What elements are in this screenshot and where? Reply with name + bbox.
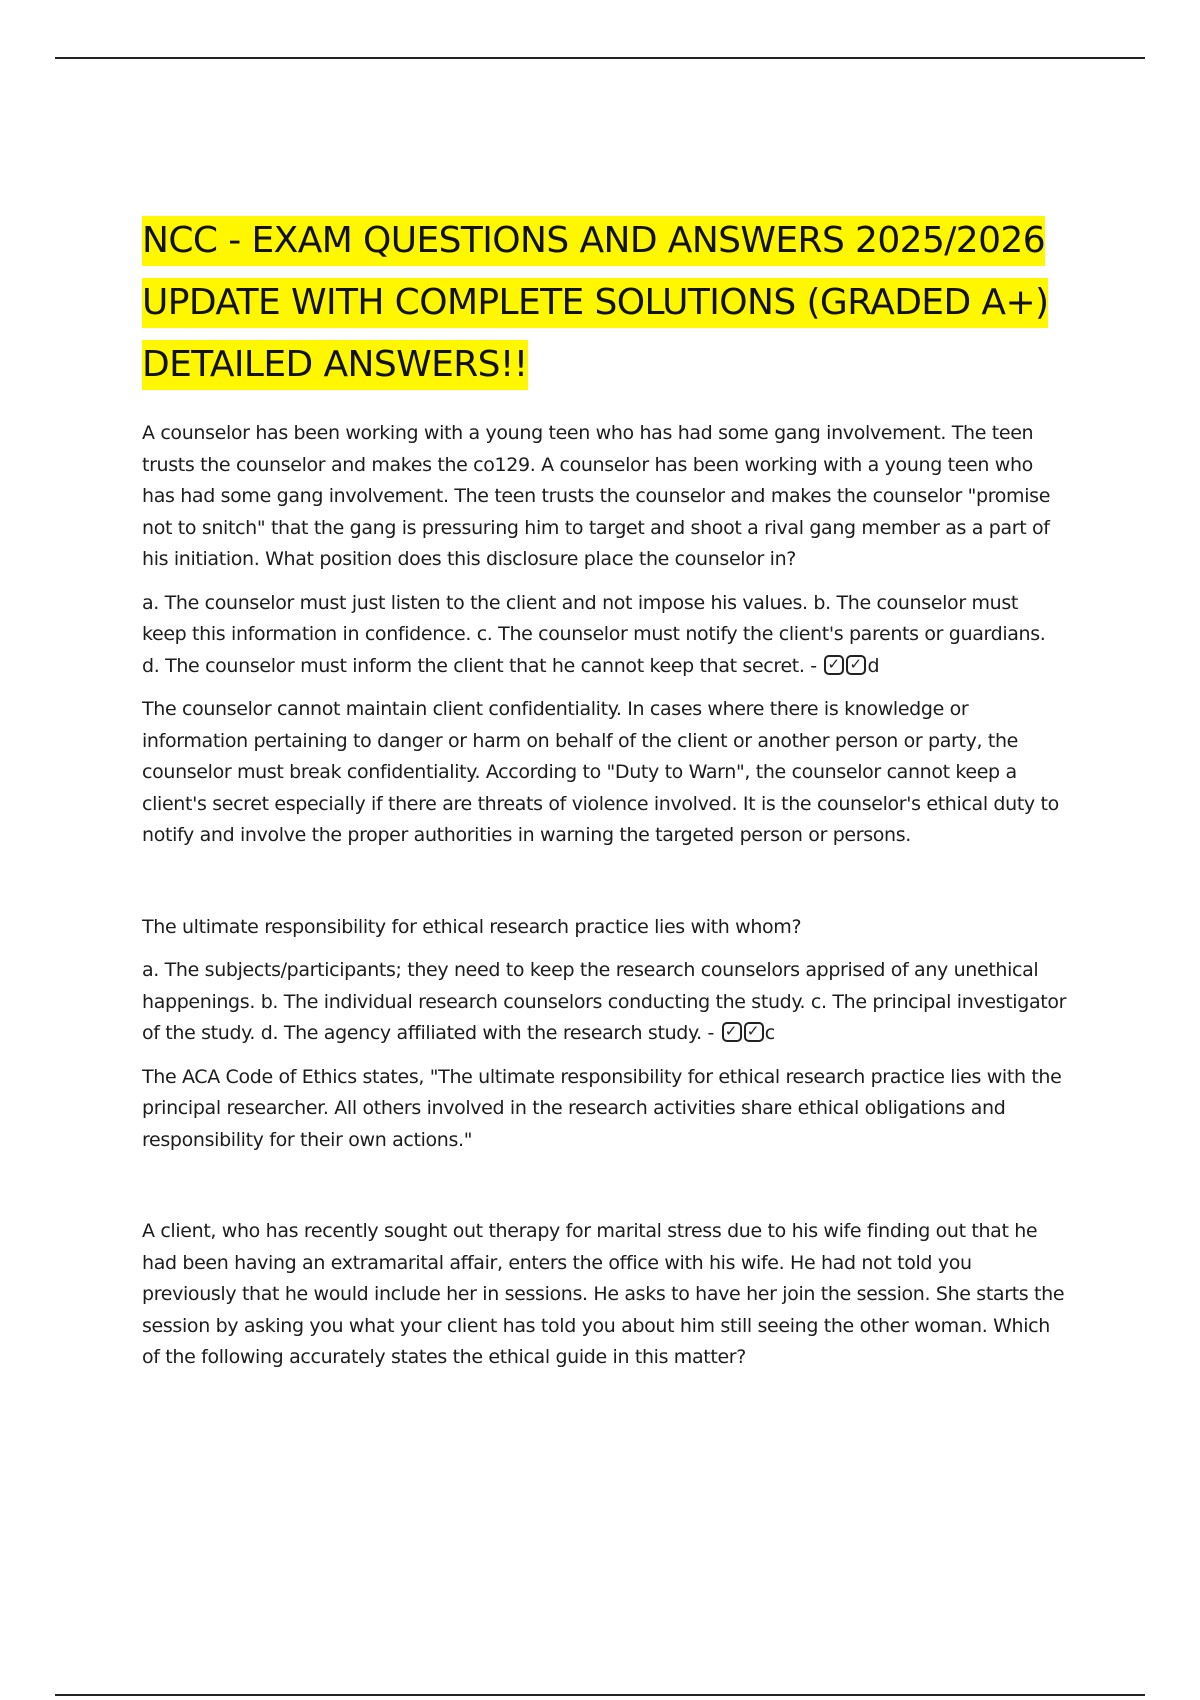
- top-rule: [55, 57, 1145, 59]
- question-1: A counselor has been working with a young teen who has had some gang involvement. The teen trusts the counselor and makes the co129. A counselor has been working with a young teen who has had some gang involvement. The teen trusts the counselor and makes the counselor "promise not to snitch" that the gang is pressuring him to target and shoot a rival gang member as a part of his initiation. What position does this disclosure place the counselor in?: [142, 422, 1051, 570]
- checkbox-checked-icon: [824, 655, 844, 675]
- explanation-2: The ACA Code of Ethics states, "The ultimate responsibility for ethical research practice lies with the principal researcher. All others involved in the research activities share ethical obligations and responsibility for their own actions.": [142, 1065, 1062, 1151]
- question-3: A client, who has recently sought out therapy for marital stress due to his wife finding out that he had been having an extramarital affair, enters the office with his wife. He had not told you previously that he would include her in sessions. He asks to have her join the session. She starts the session by asking you what your client has told you about him still seeing the other woman. Which of the following accurately states the ethical guide in this matter?: [142, 1220, 1065, 1368]
- answer-1: d: [867, 654, 880, 677]
- options-2-text: a. The subjects/participants; they need to keep the research counselors apprised of any unethical happenings. b. The individual research counselors conducting the study. c. The principal investigator of the study. d. The agency affiliated with the research study. -: [142, 959, 1067, 1044]
- checkbox-checked-icon: [744, 1022, 764, 1042]
- checkbox-checked-icon: [722, 1022, 742, 1042]
- document-title: [142, 210, 1067, 396]
- title-highlight: NCC - EXAM QUESTIONS AND ANSWERS 2025/2026 UPDATE WITH COMPLETE SOLUTIONS (GRADED A+) DETAILED ANSWERS!!: [142, 216, 1048, 390]
- bottom-rule: [55, 1694, 1145, 1696]
- document-body: [142, 210, 1067, 1386]
- options-2: [142, 955, 1067, 1050]
- options-1-text: a. The counselor must just listen to the client and not impose his values. b. The counselor must keep this information in confidence. c. The counselor must notify the client's parents or guardians. d. The counselor must inform the client that he cannot keep that secret. -: [142, 591, 1046, 677]
- answer-2: c: [764, 1022, 775, 1044]
- explanation-1: The counselor cannot maintain client confidentiality. In cases where there is knowledge or information pertaining to danger or harm on behalf of the client or another person or party, the counselor must break confidentiality. According to "Duty to Warn", the counselor cannot keep a client's secret especially if there are threats of violence involved. It is the counselor's ethical duty to notify and involve the proper authorities in warning the targeted person or persons.: [142, 698, 1059, 846]
- checkbox-checked-icon: [846, 655, 866, 675]
- question-2: The ultimate responsibility for ethical research practice lies with whom?: [142, 915, 802, 938]
- options-1: [142, 588, 1067, 683]
